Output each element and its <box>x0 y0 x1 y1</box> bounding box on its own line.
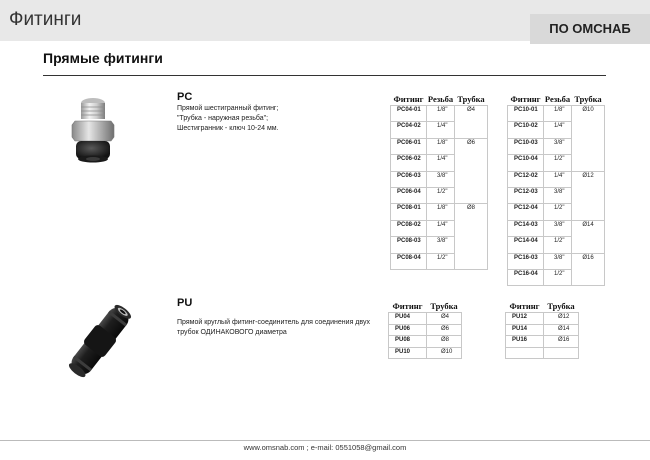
tube-diameter: Ø14 <box>544 324 579 336</box>
table-row <box>389 347 462 359</box>
col-header-tube: Трубка <box>574 93 602 104</box>
fitting-code: PU14 <box>506 324 544 336</box>
tube-diameter: Ø10 <box>572 106 605 172</box>
fitting-code: PC16-03 <box>508 253 544 269</box>
table-row <box>508 253 605 269</box>
fitting-code: PC08-01 <box>391 204 427 220</box>
thread-size: 1/8" <box>427 138 455 154</box>
thread-size: 3/8" <box>544 187 572 203</box>
fitting-code: PC14-04 <box>508 237 544 253</box>
thread-size: 3/8" <box>544 220 572 236</box>
col-header-fitting: Фитинг <box>393 93 424 104</box>
pc-desc-line: "Трубка - наружная резьба"; <box>177 115 269 122</box>
thread-size: 3/8" <box>427 237 455 253</box>
col-header-fitting: Фитинг <box>509 300 540 311</box>
fitting-code: PU08 <box>389 336 427 348</box>
thread-size: 1/4" <box>427 122 455 138</box>
thread-size: 1/2" <box>544 155 572 171</box>
pu-spec-table-left <box>388 299 462 359</box>
tube-diameter: Ø16 <box>544 336 579 348</box>
footer-contacts: www.omsnab.com ; e-mail: 0551058@gmail.com <box>243 443 407 452</box>
pu-desc-line: Прямой круглый фитинг-соединитель для соединения двух <box>177 319 370 326</box>
tube-diameter: Ø8 <box>455 204 488 270</box>
thread-size: 1/2" <box>544 237 572 253</box>
fitting-code: PC12-04 <box>508 204 544 220</box>
tube-diameter: Ø4 <box>455 106 488 139</box>
thread-size: 1/4" <box>427 155 455 171</box>
tube-diameter: Ø12 <box>544 313 579 325</box>
tube-diameter <box>544 347 579 359</box>
tube-diameter: Ø12 <box>572 171 605 220</box>
pc-spec-table-right <box>507 92 605 286</box>
footer-divider <box>0 440 650 441</box>
fitting-code: PC12-03 <box>508 187 544 203</box>
pc-desc-line: Прямой шестигранный фитинг; <box>177 105 279 112</box>
fitting-code: PC06-02 <box>391 155 427 171</box>
tube-diameter: Ø16 <box>572 253 605 286</box>
col-header-fitting: Фитинг <box>510 93 541 104</box>
section-divider <box>43 75 606 76</box>
thread-size: 3/8" <box>544 138 572 154</box>
tube-diameter: Ø6 <box>455 138 488 204</box>
pu-desc-line: трубок ОДИНАКОВОГО диаметра <box>177 329 287 336</box>
tube-diameter: Ø14 <box>572 220 605 253</box>
thread-size: 1/8" <box>544 106 572 122</box>
thread-size: 1/2" <box>544 204 572 220</box>
table-row <box>389 313 462 325</box>
table-row <box>508 171 605 187</box>
fitting-code: PC14-03 <box>508 220 544 236</box>
thread-size: 1/4" <box>544 122 572 138</box>
pc-product-name: PC <box>177 91 193 103</box>
page-header <box>0 0 650 41</box>
tube-diameter: Ø8 <box>427 336 462 348</box>
brand-label: ПО ОМСНАБ <box>530 14 650 44</box>
fitting-code: PU04 <box>389 313 427 325</box>
table-row <box>508 220 605 236</box>
fitting-code <box>506 347 544 359</box>
fitting-code: PC04-02 <box>391 122 427 138</box>
pc-fitting-image <box>62 94 124 164</box>
pu-product-name: PU <box>177 297 193 309</box>
col-header-tube: Трубка <box>430 300 458 311</box>
fitting-code: PC10-01 <box>508 106 544 122</box>
thread-size: 1/2" <box>544 269 572 285</box>
pc-spec-table-left <box>390 92 488 270</box>
pu-fitting-image <box>58 300 142 382</box>
fitting-code: PC06-03 <box>391 171 427 187</box>
fitting-code: PC16-04 <box>508 269 544 285</box>
fitting-code: PU06 <box>389 324 427 336</box>
fitting-code: PC10-03 <box>508 138 544 154</box>
fitting-code: PU10 <box>389 347 427 359</box>
pc-desc-line: Шестигранник - ключ 10-24 мм. <box>177 125 279 132</box>
fitting-code: PC08-02 <box>391 220 427 236</box>
thread-size: 1/4" <box>427 220 455 236</box>
table-row <box>389 324 462 336</box>
thread-size: 1/2" <box>427 253 455 269</box>
fitting-code: PU12 <box>506 313 544 325</box>
fitting-code: PC08-04 <box>391 253 427 269</box>
table-row <box>506 336 579 348</box>
table-row <box>506 313 579 325</box>
tube-diameter: Ø6 <box>427 324 462 336</box>
pu-spec-table-right <box>505 299 579 359</box>
table-row <box>508 106 605 122</box>
tube-diameter: Ø10 <box>427 347 462 359</box>
table-row <box>389 336 462 348</box>
table-row <box>391 106 488 122</box>
fitting-code: PC10-04 <box>508 155 544 171</box>
thread-size: 3/8" <box>544 253 572 269</box>
pc-product-description <box>177 104 279 134</box>
thread-size: 1/8" <box>427 204 455 220</box>
fitting-code: PC10-02 <box>508 122 544 138</box>
thread-size: 1/2" <box>427 187 455 203</box>
thread-size: 3/8" <box>427 171 455 187</box>
table-row <box>391 204 488 220</box>
col-header-thread: Резьба <box>427 93 454 104</box>
thread-size: 1/4" <box>544 171 572 187</box>
fitting-code: PC08-03 <box>391 237 427 253</box>
col-header-thread: Резьба <box>544 93 571 104</box>
table-row <box>391 138 488 154</box>
table-row <box>506 324 579 336</box>
col-header-fitting: Фитинг <box>392 300 423 311</box>
pu-product-description <box>177 318 370 338</box>
thread-size: 1/8" <box>427 106 455 122</box>
col-header-tube: Трубка <box>547 300 575 311</box>
page-title: Фитинги <box>9 9 82 30</box>
section-title: Прямые фитинги <box>43 50 163 66</box>
fitting-code: PC06-04 <box>391 187 427 203</box>
fitting-code: PC12-02 <box>508 171 544 187</box>
tube-diameter: Ø4 <box>427 313 462 325</box>
col-header-tube: Трубка <box>457 93 485 104</box>
fitting-code: PC06-01 <box>391 138 427 154</box>
table-row <box>506 347 579 359</box>
fitting-code: PC04-01 <box>391 106 427 122</box>
fitting-code: PU16 <box>506 336 544 348</box>
